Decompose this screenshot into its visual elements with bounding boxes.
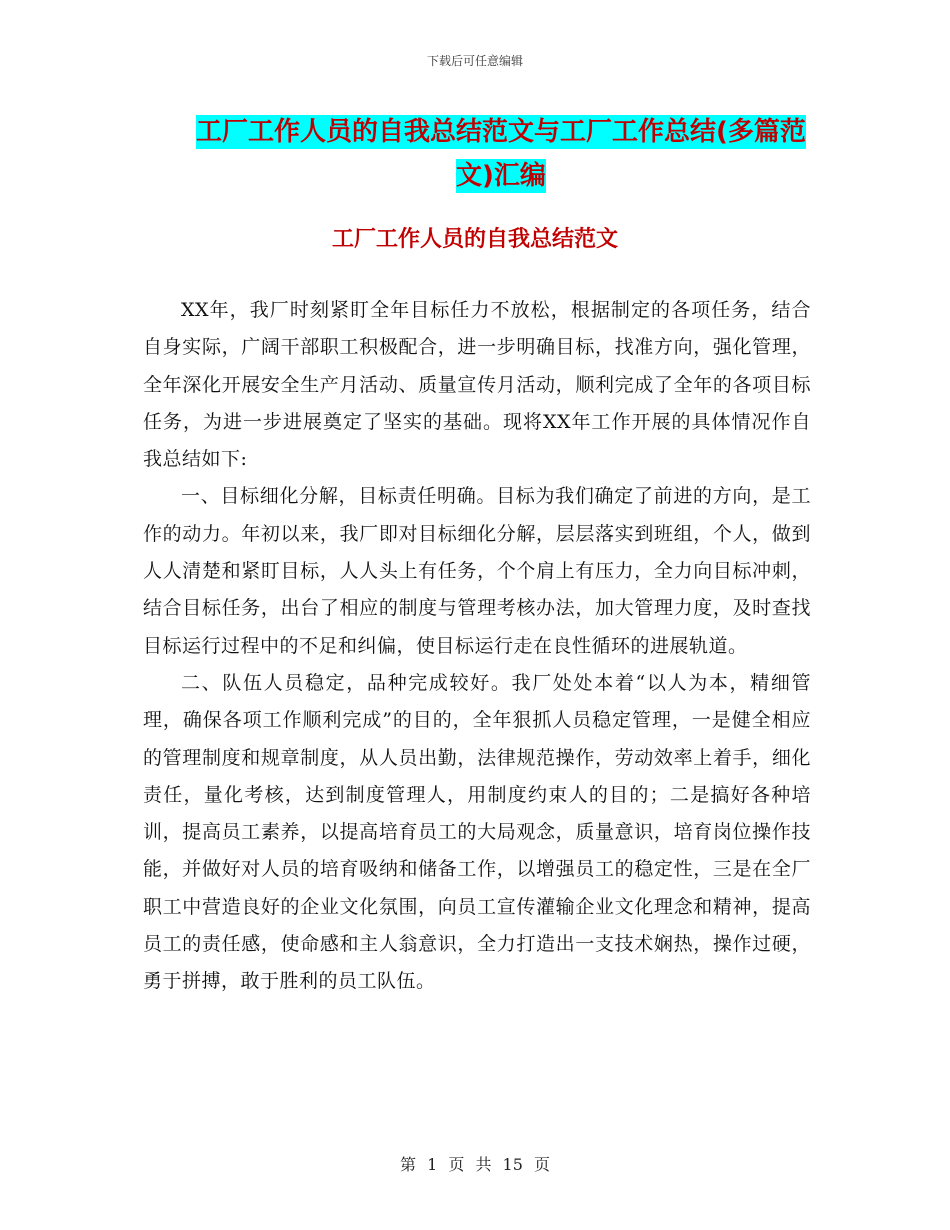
paragraph-goals: 一、目标细化分解，目标责任明确。目标为我们确定了前进的方向，是工作的动力。年初以来，我厂即对目标细化分解，层层落实到班组，个人，做到人人清楚和紧盯目标，人人头上有任务，个个肩上有压力，全力向目标冲刺，结合目标任务，出台了相应的制度与管理考核办法，加大管理力度，及时查找目标运行过程中的不足和纠偏，使目标运行走在良性循环的进展轨道。 xyxy=(143,485,811,657)
page-number: 第 1 页 共 15 页 xyxy=(400,1155,550,1174)
page-header-note: 下载后可任意编辑 xyxy=(426,54,523,68)
document-body xyxy=(143,292,811,1001)
paragraph-intro: XX年，我厂时刻紧盯全年目标任力不放松，根据制定的各项任务，结合自身实际，广阔干部职工积极配合，进一步明确目标，找准方向，强化管理，全年深化开展安全生产月活动、质量宣传月活动，顺利完成了全年的各项目标任务，为进一步进展奠定了坚实的基础。现将XX年工作开展的具体情况作自我总结如下: xyxy=(143,299,811,471)
section-title: 工厂工作人员的自我总结范文 xyxy=(331,227,618,252)
document-title-text: 工厂工作人员的自我总结范文与工厂工作总结(多篇范文)汇编 xyxy=(196,117,806,191)
document-title xyxy=(186,110,816,198)
paragraph-staff: 二、队伍人员稳定，品种完成较好。我厂处处本着“以人为本，精细管理，确保各项工作顺利完成”的目的，全年狠抓人员稳定管理，一是健全相应的管理制度和规章制度，从人员出勤，法律规范操作，劳动效率上着手，细化责任，量化考核，达到制度管理人，用制度约束人的目的；二是搞好各种培训，提高员工素养，以提高培育员工的大局观念，质量意识，培育岗位操作技能，并做好对人员的培育吸纳和储备工作，以增强员工的稳定性，三是在全厂职工中营造良好的企业文化氛围，向员工宣传灌输企业文化理念和精神，提高员工的责任感，使命感和主人翁意识，全力打造出一支技术娴热，操作过硬，勇于拼搏，敢于胜利的员工队伍。 xyxy=(143,671,811,993)
